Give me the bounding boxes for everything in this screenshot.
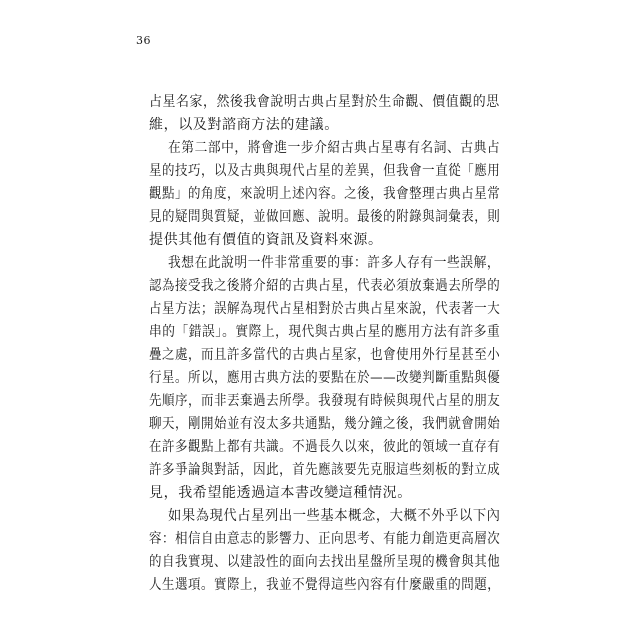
text-line: 占星名家，然後我會說明古典占星對於生命觀、價值觀的思 (149, 94, 500, 110)
text-line: 的自我實現、以建設性的面向去找出星盤所呈現的機會與其他 (149, 554, 501, 570)
text-line: 串的「錯誤」。實際上，現代與古典占星的應用方法有許多重 (149, 324, 501, 340)
text-line: 疊之處，而且許多當代的古典占星家，也會使用外行星甚至小 (149, 347, 501, 363)
text-line: 在許多觀點上都有共識。不過長久以來，彼此的領域一直存有 (149, 439, 501, 455)
text-line: 許多爭論與對話，因此，首先應該要先克服這些刻板的對立成 (149, 462, 501, 478)
text-line: 聊天，剛開始並有沒太多共通點，幾分鐘之後，我們就會開始 (149, 416, 501, 432)
text-line: 行星。所以，應用古典方法的要點在於——改變判斷重點與優 (149, 370, 501, 386)
text-line: 觀點」的角度，來說明上述內容。之後，我會整理古典占星常 (149, 186, 501, 202)
text-line: 容：相信自由意志的影響力、正向思考、有能力創造更高層次 (149, 531, 501, 547)
text-line: 見的疑問與質疑，並做回應、說明。最後的附錄與詞彙表，則 (149, 209, 501, 225)
text-line: 先順序，而非丟棄過去所學。我發現有時候與現代占星的朋友 (149, 393, 501, 409)
page-number: 36 (136, 34, 151, 47)
text-line: 認為接受我之後將介紹的古典占星，代表必須放棄過去所學的 (149, 278, 501, 294)
text-line: 在第二部中，將會進一步介紹古典占星專有名詞、古典占 (168, 140, 501, 156)
text-line: 我想在此說明一件非常重要的事：許多人存有一些誤解， (168, 255, 501, 271)
text-line: 維，以及對諮商方法的建議。 (149, 117, 339, 133)
text-line: 占星方法；誤解為現代占星相對於古典占星來說，代表著一大 (149, 301, 501, 317)
text-line: 見，我希望能透過這本書改變這種情況。 (149, 485, 412, 501)
text-line: 星的技巧，以及古典與現代占星的差異，但我會一直從「應用 (149, 163, 501, 179)
text-line: 人生選項。實際上，我並不覺得這些內容有什麼嚴重的問題， (149, 577, 501, 593)
text-line: 提供其他有價值的資訊及資料來源。 (149, 232, 383, 248)
text-line: 如果為現代占星列出一些基本概念，大概不外乎以下內 (168, 508, 501, 524)
